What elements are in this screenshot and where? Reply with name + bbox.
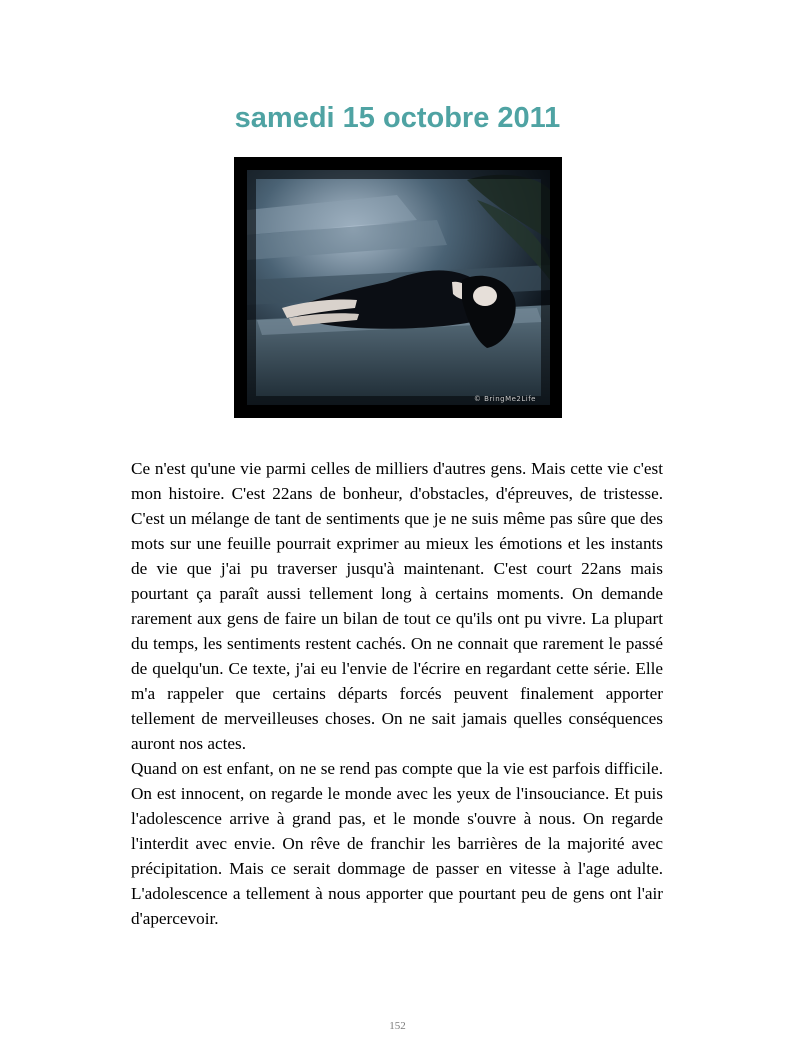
- page-title: samedi 15 octobre 2011: [234, 102, 561, 134]
- paragraph-2: Quand on est enfant, on ne se rend pas compte que la vie est parfois difficile. On est innocent, on regarde le monde avec les yeux de l'insouciance. Et puis l'adolescence arrive à grand pas, et le monde s'ouvre à nous. On regarde l'interdit avec envie. On rêve de franchir les barrières de la majorité avec précipitation. Mais ce serait dommage de passer en vitesse à l'age adulte. L'adolescence a tellement à nous apporter que pourtant peu de gens ont l'air d'apercevoir.: [131, 759, 663, 928]
- photo-watermark: © BringMe2Life: [473, 395, 536, 403]
- woman-lying-on-stone-steps-photo: [247, 170, 550, 405]
- photo-frame: [234, 157, 562, 418]
- article-body: [131, 456, 663, 931]
- page-number: 152: [389, 1020, 406, 1032]
- paragraph-1: Ce n'est qu'une vie parmi celles de milliers d'autres gens. Mais cette vie c'est mon histoire. C'est 22ans de bonheur, d'obstacles, d'épreuves, de tristesse. C'est un mélange de tant de sentiments que je ne suis même pas sûre que des mots sur une feuille pourrait exprimer au mieux les émotions et les instants de vie que j'ai pu traverser jusqu'à maintenant. C'est court 22ans mais pourtant ça paraît aussi tellement long à certains moments. On demande rarement aux gens de faire un bilan de tout ce qu'ils ont pu vivre. La plupart du temps, les sentiments restent cachés. On ne connait que rarement le passé de quelqu'un. Ce texte, j'ai eu l'envie de l'écrire en regardant cette série. Elle m'a rappeler que certains départs forcés peuvent finalement apporter tellement de merveilleuses choses. On ne sait jamais quelles conséquences auront nos actes.: [131, 459, 663, 753]
- photo-illustration: [247, 170, 550, 405]
